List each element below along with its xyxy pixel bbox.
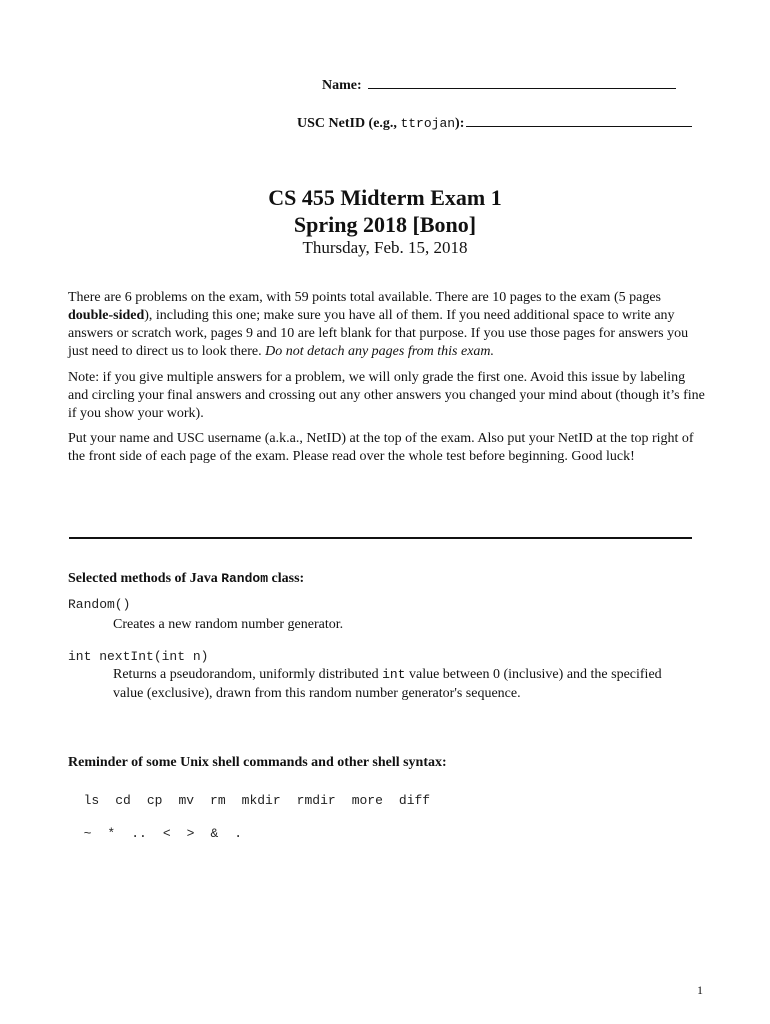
instructions-paragraph-2: Note: if you give multiple answers for a problem, we will only grade the first one. Avoid this issue by labeling and circling your final answers and crossing out any other answers you changed your mind about (though it’s fine if you show your work). [68, 370, 705, 421]
java-section-heading [68, 571, 304, 587]
p1-text-b: ), including this one; make sure you have all of them. If you need additional space to write any answers or scratch work, pages 9 and 10 are left blank for that purpose. If you use those pages for answers you just need to direct us to look there. [68, 308, 689, 359]
method-signature-random: Random() [68, 597, 131, 612]
command-item: mkdir [241, 793, 281, 808]
exam-date: Thursday, Feb. 15, 2018 [302, 238, 468, 257]
instructions-paragraph-3: Put your name and USC username (a.k.a., NetID) at the top of the exam. Also put your NetID at the top right of the front side of each page of the exam. Please read over the whole test before beginning. Good luck! [68, 431, 694, 464]
java-heading-pre: Selected methods of Java [68, 571, 222, 586]
netid-example: ttrojan [400, 116, 456, 131]
instructions-paragraph-1 [68, 289, 708, 361]
command-item: cd [115, 793, 131, 808]
java-heading-post: class: [268, 571, 305, 586]
nextint-desc-code: int [382, 667, 406, 682]
p1-italic: Do not detach any pages from this exam. [265, 344, 495, 359]
nextint-desc-pre: Returns a pseudorandom, uniformly distributed [113, 667, 383, 682]
command-item: diff [398, 793, 431, 808]
method-signature-nextint: int nextInt(int n) [68, 649, 209, 664]
nextint-desc-post: value between 0 (inclusive) and the specified value (exclusive), drawn from this random number generator's sequence. [113, 667, 662, 701]
unix-section-heading: Reminder of some Unix shell commands and other shell syntax: [68, 755, 447, 770]
exam-title: CS 455 Midterm Exam 1 [268, 185, 502, 210]
shell-syntax-list [68, 811, 258, 841]
syntax-item: .. [131, 826, 147, 841]
command-item: more [351, 793, 383, 808]
name-field [322, 76, 676, 94]
command-item: cp [146, 793, 163, 808]
p1-text-a: There are 6 problems on the exam, with 59 points total available. There are 10 pages to the exam (5 pages [68, 290, 661, 305]
method-description-nextint [113, 665, 673, 703]
command-item: mv [178, 793, 195, 808]
p1-bold: double-sided [68, 308, 145, 323]
syntax-item: . [234, 826, 243, 841]
command-item: rmdir [296, 793, 336, 808]
netid-label-end: ): [455, 116, 465, 131]
page-number: 1 [697, 983, 703, 997]
java-heading-class: Random [221, 571, 269, 586]
name-blank-line [368, 76, 676, 89]
syntax-item: * [107, 826, 116, 841]
unix-commands-list [68, 778, 446, 808]
command-item: ls [83, 793, 100, 808]
name-label: Name: [322, 78, 362, 93]
syntax-item: ~ [83, 826, 92, 841]
netid-blank-line [466, 114, 692, 127]
netid-field [297, 114, 692, 132]
syntax-item: & [210, 826, 219, 841]
method-description-random: Creates a new random number generator. [113, 617, 344, 632]
horizontal-rule [69, 537, 692, 539]
netid-label: USC NetID (e.g., [297, 116, 397, 131]
command-item: rm [210, 793, 226, 808]
syntax-item: > [186, 826, 195, 841]
exam-term: Spring 2018 [Bono] [293, 212, 477, 237]
syntax-item: < [162, 826, 171, 841]
